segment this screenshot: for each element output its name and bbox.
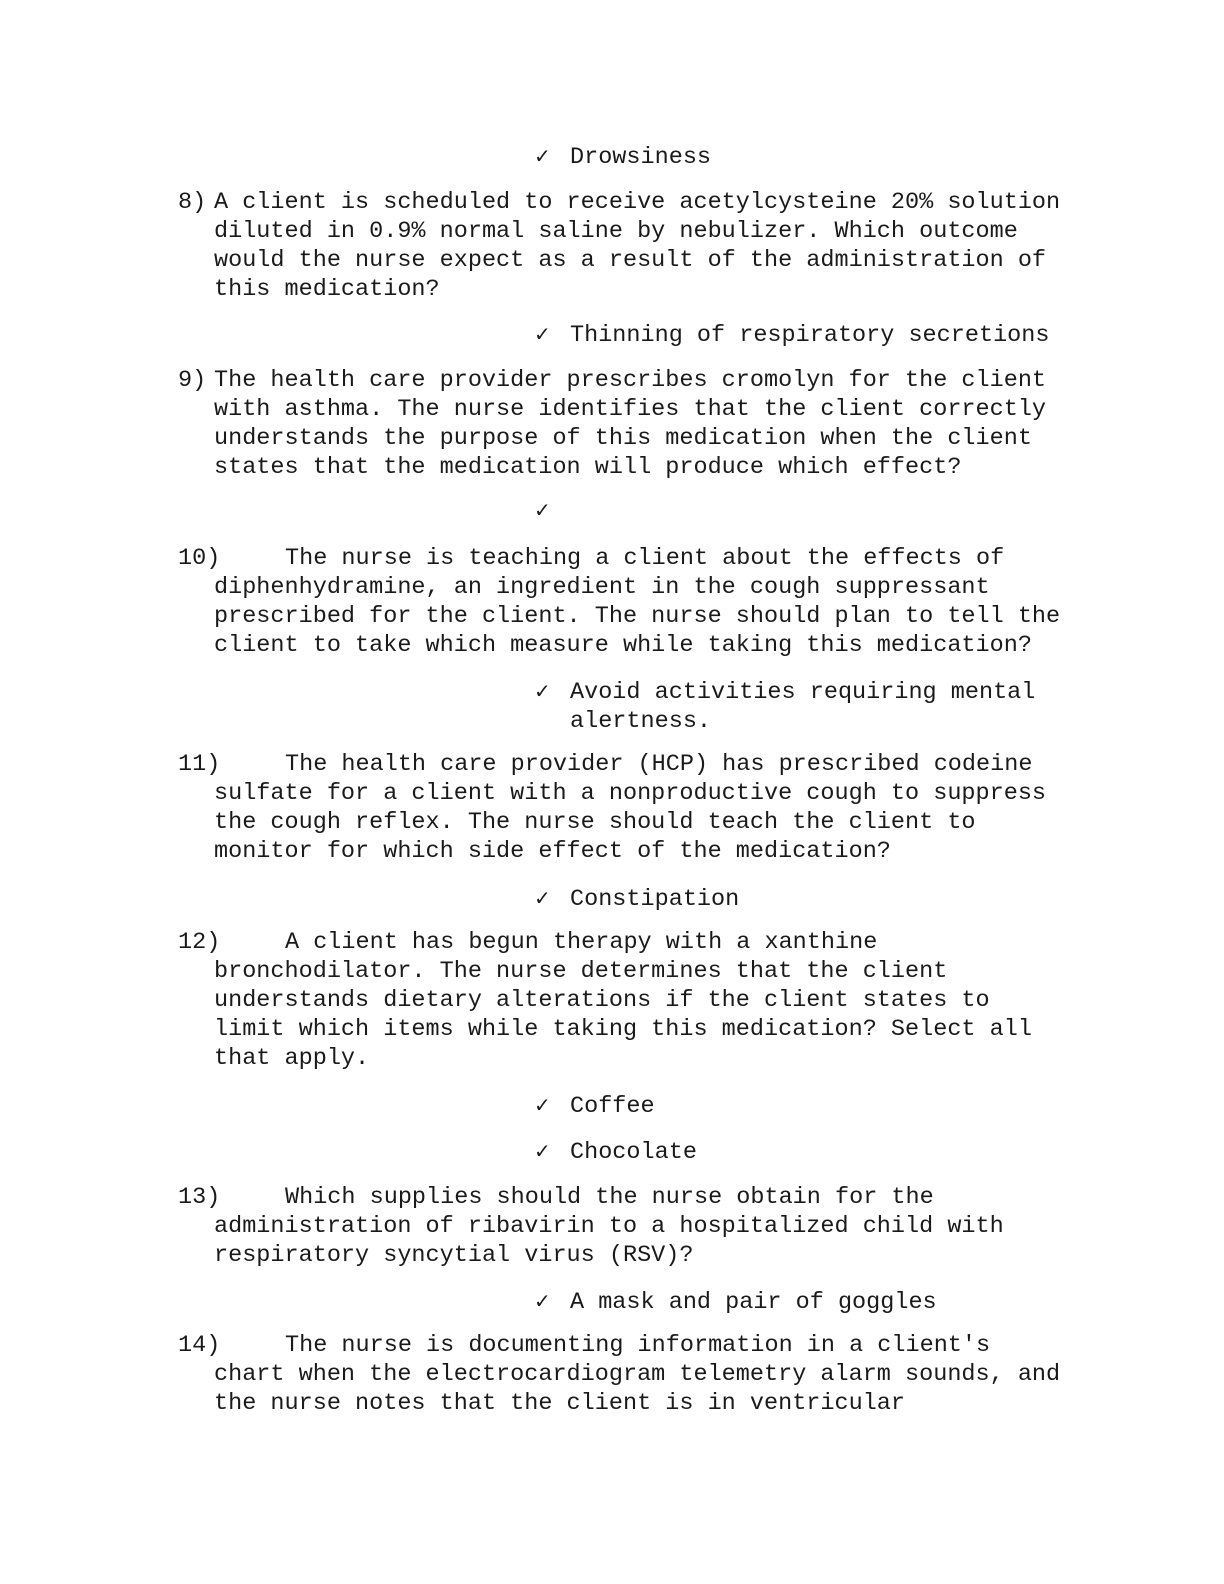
answer-item bbox=[534, 1137, 697, 1167]
question-item bbox=[178, 544, 1060, 660]
checkmark-icon: ✓ bbox=[534, 144, 551, 168]
question-line: sulfate for a client with a nonproductive cough to suppress bbox=[214, 780, 1047, 807]
answer-text: Drowsiness bbox=[570, 144, 712, 171]
question-line: The nurse is documenting information in a client's bbox=[285, 1332, 991, 1359]
answer-text: A mask and pair of goggles bbox=[570, 1289, 937, 1316]
question-number: 8) bbox=[178, 189, 207, 216]
answer-item bbox=[534, 1091, 655, 1121]
question-line: diluted in 0.9% normal saline by nebulizer. Which outcome bbox=[214, 218, 1018, 245]
question-line: states that the medication will produce which effect? bbox=[214, 454, 962, 481]
question-line: administration of ribavirin to a hospitalized child with bbox=[214, 1213, 1004, 1240]
question-number: 13) bbox=[178, 1184, 221, 1211]
question-line: respiratory syncytial virus (RSV)? bbox=[214, 1242, 694, 1269]
question-line: diphenhydramine, an ingredient in the cough suppressant bbox=[214, 574, 990, 601]
question-line: understands the purpose of this medication when the client bbox=[214, 425, 1032, 452]
question-number: 9) bbox=[178, 367, 207, 394]
question-item bbox=[178, 188, 1060, 304]
answer-item bbox=[534, 884, 739, 914]
question-line: the cough reflex. The nurse should teach the client to bbox=[214, 809, 976, 836]
question-line: chart when the electrocardiogram telemetry alarm sounds, and bbox=[214, 1361, 1061, 1388]
question-line: The health care provider prescribes cromolyn for the client bbox=[214, 367, 1047, 394]
question-line: this medication? bbox=[214, 276, 440, 303]
question-line: with asthma. The nurse identifies that the client correctly bbox=[214, 396, 1047, 423]
checkmark-icon: ✓ bbox=[534, 322, 551, 346]
checkmark-icon: ✓ bbox=[534, 498, 551, 522]
question-line: The nurse is teaching a client about the effects of bbox=[285, 545, 1005, 572]
answer-text: Thinning of respiratory secretions bbox=[570, 322, 1050, 349]
checkmark-icon: ✓ bbox=[534, 1139, 551, 1163]
question-item bbox=[178, 1183, 1004, 1270]
answer-text: Chocolate bbox=[570, 1139, 697, 1166]
question-item bbox=[178, 928, 1032, 1073]
question-line: monitor for which side effect of the medication? bbox=[214, 838, 891, 865]
question-line: limit which items while taking this medication? Select all bbox=[214, 1016, 1032, 1043]
answer-text: Coffee bbox=[570, 1093, 655, 1120]
question-number: 11) bbox=[178, 751, 221, 778]
answer-item bbox=[534, 320, 1049, 350]
question-item bbox=[178, 1331, 1060, 1418]
question-line: The health care provider (HCP) has prescribed codeine bbox=[285, 751, 1033, 778]
question-number: 14) bbox=[178, 1332, 221, 1359]
answer-text-continued: alertness. bbox=[570, 708, 712, 735]
answer-item bbox=[534, 677, 1035, 736]
question-line: bronchodilator. The nurse determines that the client bbox=[214, 958, 948, 985]
question-line: prescribed for the client. The nurse should plan to tell the bbox=[214, 603, 1061, 630]
question-item bbox=[178, 750, 1046, 866]
question-line: Which supplies should the nurse obtain for the bbox=[285, 1184, 934, 1211]
answer-item bbox=[534, 142, 711, 172]
question-item bbox=[178, 366, 1046, 482]
question-number: 10) bbox=[178, 545, 221, 572]
answer-text: Constipation bbox=[570, 886, 740, 913]
checkmark-icon: ✓ bbox=[534, 1093, 551, 1117]
checkmark-icon: ✓ bbox=[534, 1289, 551, 1313]
question-line: would the nurse expect as a result of the administration of bbox=[214, 247, 1047, 274]
question-number: 12) bbox=[178, 929, 221, 956]
question-line: the nurse notes that the client is in ventricular bbox=[214, 1390, 906, 1417]
question-line: understands dietary alterations if the client states to bbox=[214, 987, 990, 1014]
checkmark-icon: ✓ bbox=[534, 886, 551, 910]
question-line: A client has begun therapy with a xanthine bbox=[285, 929, 878, 956]
answer-text: Avoid activities requiring mental bbox=[570, 679, 1036, 706]
question-line: client to take which measure while taking this medication? bbox=[214, 632, 1032, 659]
answer-item bbox=[534, 1287, 937, 1317]
question-line: A client is scheduled to receive acetylcysteine 20% solution bbox=[214, 189, 1061, 216]
question-line: that apply. bbox=[214, 1045, 370, 1072]
checkmark-icon: ✓ bbox=[534, 679, 551, 703]
answer-item bbox=[534, 496, 570, 526]
